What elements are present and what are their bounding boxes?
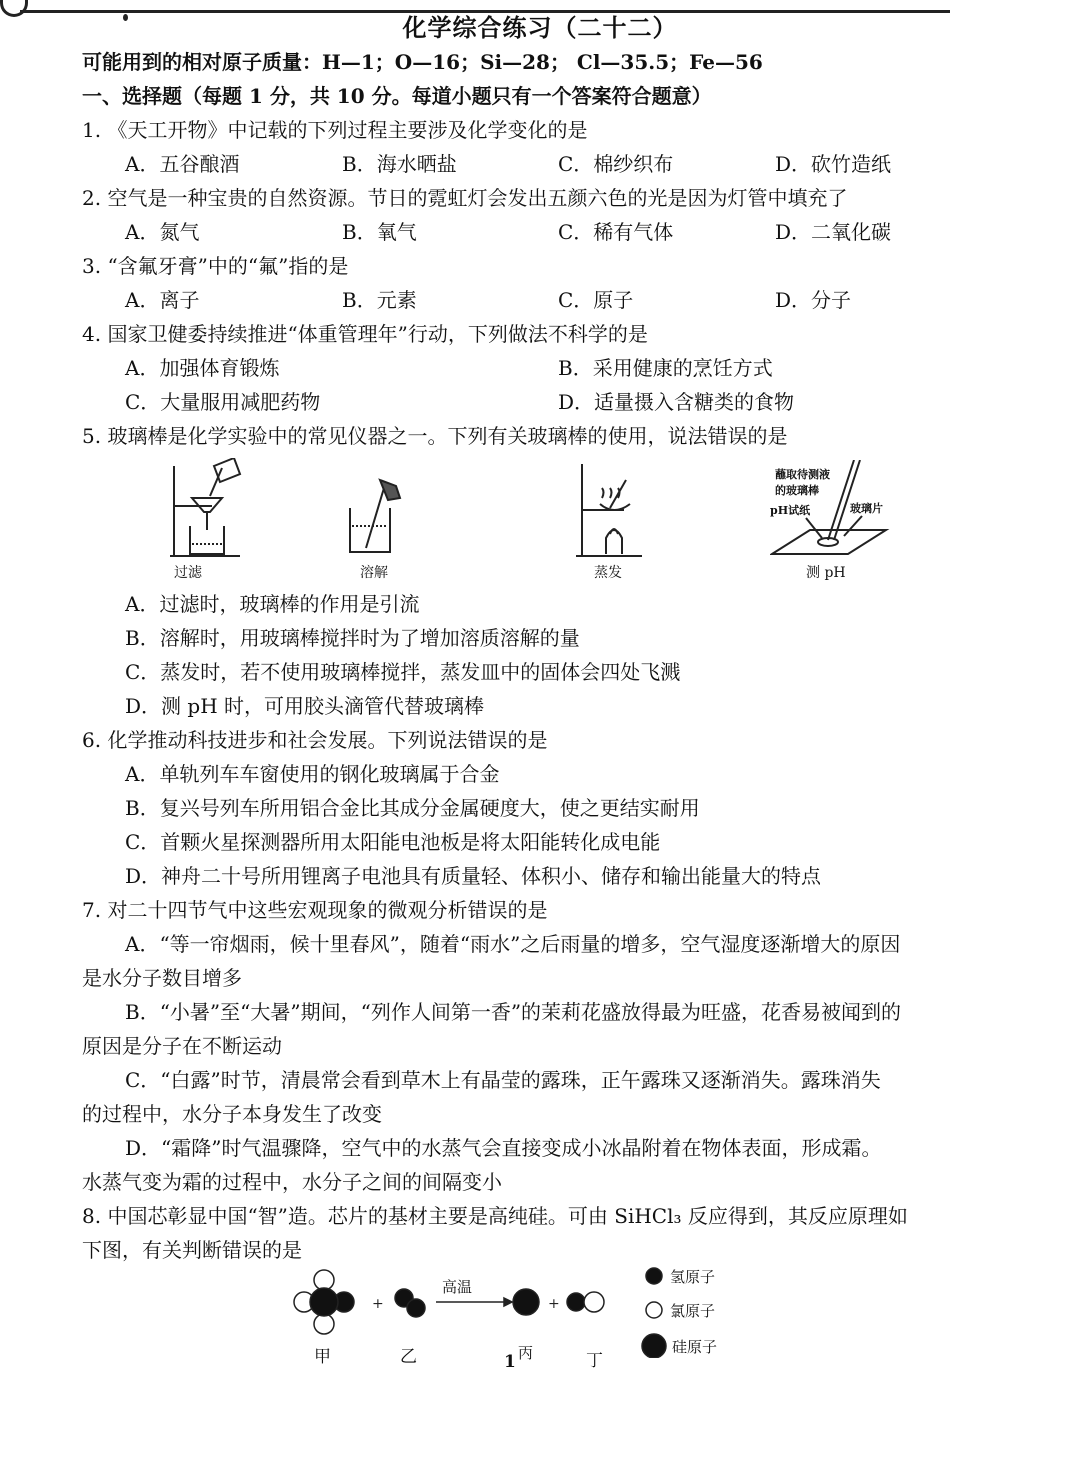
q1-option-b: B．海水晒盐 bbox=[342, 152, 457, 176]
q4-option-d: D．适量摄入含糖类的食物 bbox=[558, 390, 795, 414]
svg-text:+: + bbox=[372, 1296, 384, 1312]
label-yi: 乙 bbox=[400, 1347, 417, 1367]
q3-option-c: C．原子 bbox=[558, 288, 634, 312]
dissolution-figure bbox=[340, 478, 410, 558]
q3-stem: 3. “含氟牙膏”中的“氟”指的是 bbox=[82, 254, 349, 278]
atom-legend-symbols bbox=[640, 1262, 670, 1358]
q2-option-d: D．二氧化碳 bbox=[775, 220, 892, 244]
ph-note-rod-1: 蘸取待测液 bbox=[775, 468, 830, 481]
legend-hydrogen: 氢原子 bbox=[670, 1268, 716, 1286]
q4-option-c: C．大量服用减肥药物 bbox=[125, 390, 321, 414]
q2-option-a: A．氮气 bbox=[125, 220, 200, 244]
q7-option-a-line2: 是水分子数目增多 bbox=[82, 966, 242, 990]
q6-option-a: A．单轨列车车窗使用的钢化玻璃属于合金 bbox=[125, 762, 500, 786]
page-number: 1 bbox=[504, 1352, 516, 1372]
svg-text:+: + bbox=[548, 1296, 560, 1312]
q3-option-a: A．离子 bbox=[125, 288, 200, 312]
legend-chlorine: 氯原子 bbox=[670, 1302, 716, 1320]
q7-option-c-line2: 的过程中，水分子本身发生了改变 bbox=[82, 1102, 382, 1126]
fig-label-ph: 测 pH bbox=[806, 565, 846, 581]
ph-note-rod-2: 的玻璃棒 bbox=[775, 484, 819, 497]
q8-stem-line2: 下图，有关判断错误的是 bbox=[82, 1238, 302, 1262]
filtration-figure bbox=[160, 458, 250, 558]
reaction-condition: 高温 bbox=[442, 1278, 473, 1296]
fig-label-filtration: 过滤 bbox=[174, 565, 202, 581]
q4-option-b: B．采用健康的烹饪方式 bbox=[558, 356, 773, 380]
label-jia: 甲 bbox=[314, 1347, 331, 1367]
q2-stem: 2. 空气是一种宝贵的自然资源。节日的霓虹灯会发出五颜六色的光是因为灯管中填充了 bbox=[82, 186, 848, 210]
q6-option-c: C．首颗火星探测器所用太阳能电池板是将太阳能转化成电能 bbox=[125, 830, 661, 854]
q1-option-a: A．五谷酿酒 bbox=[125, 152, 240, 176]
q7-option-b-line2: 原因是分子在不断运动 bbox=[82, 1034, 282, 1058]
q3-option-d: D．分子 bbox=[775, 288, 852, 312]
q5-stem: 5. 玻璃棒是化学实验中的常见仪器之一。下列有关玻璃棒的使用，说法错误的是 bbox=[82, 424, 788, 448]
section-heading: 一、选择题（每题 1 分，共 10 分。每道小题只有一个答案符合题意） bbox=[82, 84, 712, 108]
q7-option-d-line2: 水蒸气变为霜的过程中，水分子之间的间隔变小 bbox=[82, 1170, 502, 1194]
label-ding: 丁 bbox=[586, 1351, 603, 1371]
q5-option-b: B．溶解时，用玻璃棒搅拌时为了增加溶质溶解的量 bbox=[125, 626, 580, 650]
q7-option-d-line1: D．“霜降”时气温骤降，空气中的水蒸气会直接变成小冰晶附着在物体表面，形成霜。 bbox=[125, 1136, 882, 1160]
q7-option-a-line1: A．“等一帘烟雨，候十里春风”，随着“雨水”之后雨量的增多，空气湿度逐渐增大的原因 bbox=[125, 932, 901, 956]
q5-option-c: C．蒸发时，若不使用玻璃棒搅拌，蒸发皿中的固体会四处飞溅 bbox=[125, 660, 681, 684]
q1-option-d: D．砍竹造纸 bbox=[775, 152, 892, 176]
q8-stem-line1: 8. 中国芯彰显中国“智”造。芯片的基材主要是高纯硅。可由 SiHCl₃ 反应得到，其反应原理如 bbox=[82, 1204, 908, 1228]
q6-stem: 6. 化学推动科技进步和社会发展。下列说法错误的是 bbox=[82, 728, 548, 752]
label-bing: 丙 bbox=[518, 1344, 534, 1362]
q7-stem: 7. 对二十四节气中这些宏观现象的微观分析错误的是 bbox=[82, 898, 548, 922]
ph-note-paper: pH试纸 bbox=[770, 504, 811, 517]
ph-note-glass: 玻璃片 bbox=[850, 502, 883, 515]
fig-label-evaporation: 蒸发 bbox=[594, 565, 622, 581]
q5-option-d: D．测 pH 时，可用胶头滴管代替玻璃棒 bbox=[125, 694, 484, 718]
q3-option-b: B．元素 bbox=[342, 288, 417, 312]
q7-option-c-line1: C．“白露”时节，清晨常会看到草木上有晶莹的露珠，正午露珠又逐渐消失。露珠消失 bbox=[125, 1068, 881, 1092]
q2-option-c: C．稀有气体 bbox=[558, 220, 674, 244]
evaporation-figure bbox=[570, 458, 650, 558]
page-title: 化学综合练习（二十二） bbox=[402, 13, 678, 42]
q7-option-b-line1: B．“小暑”至“大暑”期间，“列作人间第一香”的茉莉花盛放得最为旺盛，花香易被闻到的 bbox=[125, 1000, 902, 1024]
q1-option-c: C．棉纱织布 bbox=[558, 152, 674, 176]
q1-stem: 1. 《天工开物》中记载的下列过程主要涉及化学变化的是 bbox=[82, 118, 588, 142]
ph-test-figure bbox=[770, 460, 890, 560]
q4-option-a: A．加强体育锻炼 bbox=[125, 356, 280, 380]
q2-option-b: B．氧气 bbox=[342, 220, 417, 244]
q4-stem: 4. 国家卫健委持续推进“体重管理年”行动，下列做法不科学的是 bbox=[82, 322, 648, 346]
fig-label-dissolution: 溶解 bbox=[360, 565, 388, 581]
q5-option-a: A．过滤时，玻璃棒的作用是引流 bbox=[125, 592, 420, 616]
q6-option-d: D．神舟二十号所用锂离子电池具有质量轻、体积小、储存和输出能量大的特点 bbox=[125, 864, 822, 888]
atomic-masses: 可能用到的相对原子质量：H—1；O—16；Si—28； Cl—35.5；Fe—56 bbox=[82, 50, 763, 74]
legend-silicon: 硅原子 bbox=[672, 1338, 718, 1356]
q6-option-b: B．复兴号列车所用铝合金比其成分金属硬度大，使之更结实耐用 bbox=[125, 796, 700, 820]
